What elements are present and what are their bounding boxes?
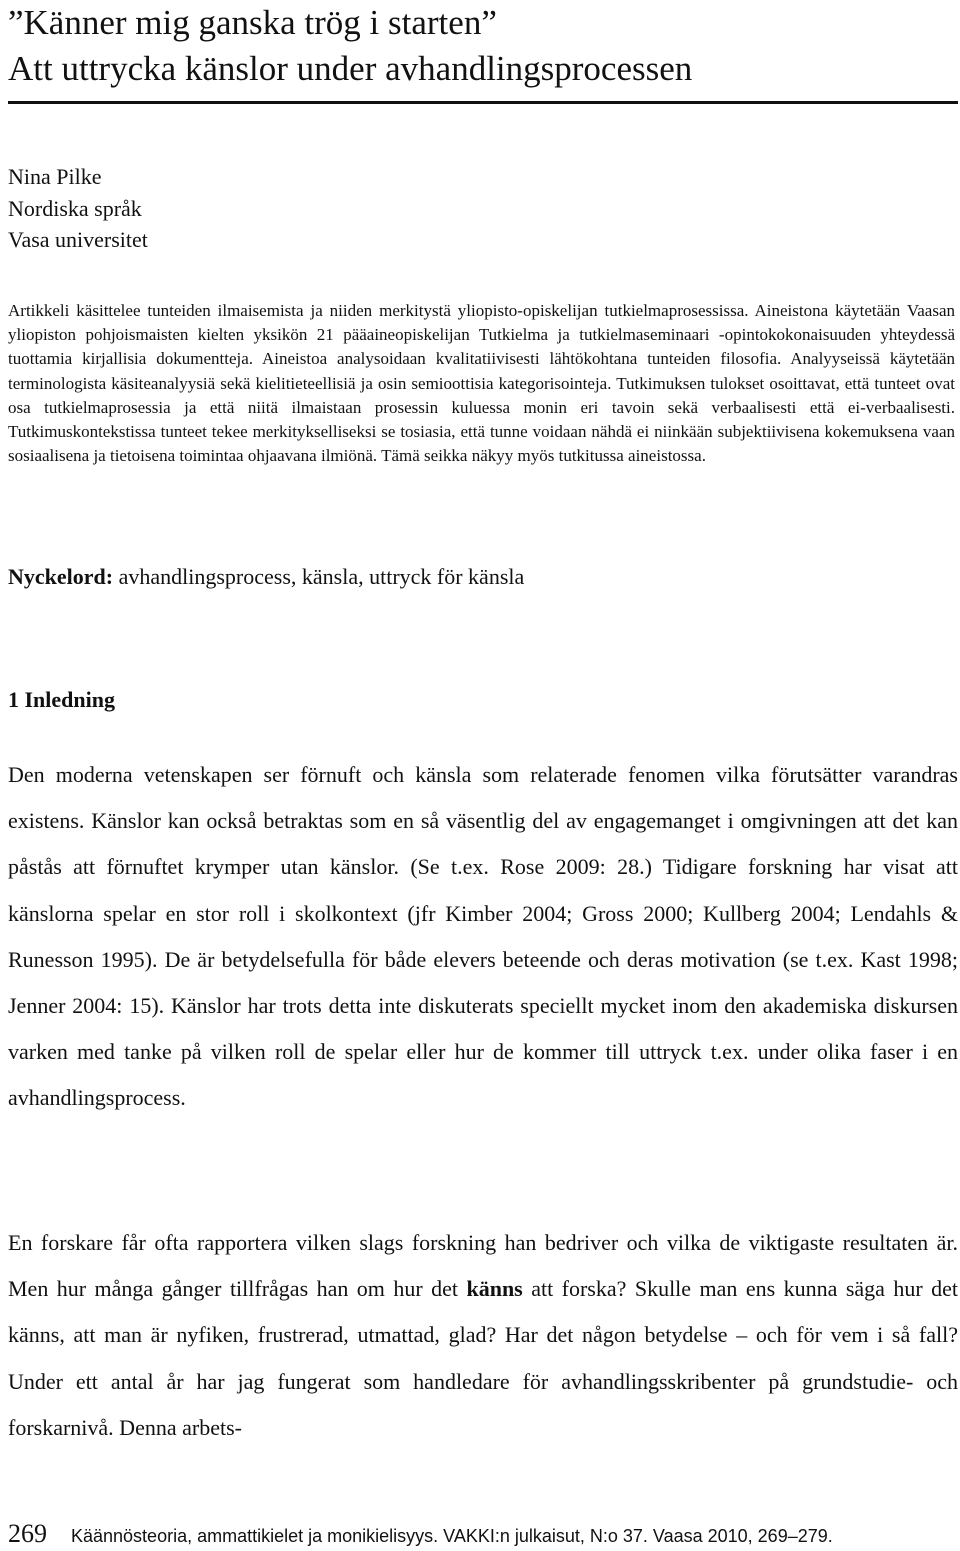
abstract: Artikkeli käsittelee tunteiden ilmaisemista ja niiden merkitystä yliopisto-opiskelijan tutkielmaprosessissa. Aineistona käytetään Vaasan yliopiston pohjoismaisten kielten yksikön 21 pääaineopiskelijan Tutkielma ja tutkielmaseminaari -opintokokonaisuuden yhteydessä tuottamia kirjallisia dokumentteja. Aineistoa analysoidaan kvalitatiivisesti lähtökohtana tunteiden filosofia. Analyyseissä käytetään terminologista käsiteanalyysiä sekä kielitieteellisiä ja osin semioottisia kategorisointeja. Tutkimuksen tulokset osoittavat, että tunteet ovat osa tutkielmaprosessia ja että niitä ilmaistaan prosessin kuluessa monin eri tavoin sekä verbaalisesti että ei-verbaalisesti. Tutkimuskontekstissa tunteet tekee merkitykselliseksi se tosiasia, että tunne voidaan nähdä ei niinkään subjektiivisena kokemuksena vaan sosiaalisena ja tietoisena toimintaa ohjaavana ilmiönä. Tämä seikka näkyy myös tutkitussa aineistossa. (8, 301, 955, 466)
paragraph-2-emphasis: känns (466, 1276, 523, 1302)
keywords-text: avhandlingsprocess, känsla, uttryck för känsla (113, 564, 525, 589)
keywords-label: Nyckelord: (8, 564, 114, 589)
title-divider (8, 101, 958, 104)
author-university: Vasa universitet (8, 227, 148, 252)
body-paragraph-2 (8, 1220, 958, 1451)
body-paragraph-1: Den moderna vetenskapen ser förnuft och känsla som relaterade fenomen vilka förutsätter varandras existens. Känslor kan också betraktas som en så väsentlig del av engagemanget i omgivningen att det kan påstås att förnuftet krymper utan känslor. (Se t.ex. Rose 2009: 28.) Tidigare forskning har visat att känslorna spelar en stor roll i skolkontext (jfr Kimber 2004; Gross 2000; Kullberg 2004; Lendahls & Runesson 1995). De är betydelsefulla för både elevers beteende och deras motivation (se t.ex. Kast 1998; Jenner 2004: 15). Känslor har trots detta inte diskuterats speciellt mycket inom den akademiska diskursen varken med tanke på vilken roll de spelar eller hur de kommer till uttryck t.ex. under olika faser i en avhandlingsprocess. (8, 762, 958, 1111)
author-department: Nordiska språk (8, 195, 142, 221)
author-block (8, 161, 148, 256)
section-heading: 1 Inledning (8, 687, 115, 712)
paragraph-2-text-end: att forska? Skulle man ens kunna säga hur det känns, att man är nyfiken, frustrerad, utmattad, glad? Har det någon betydelse – och för vem i så fall? Under ett antal år har jag fungerat som handledare för avhandlingsskribenter på grundstudie- och forskarnivå. Denna arbets- (8, 1276, 959, 1440)
page-number: 269 (8, 1519, 47, 1548)
page-footer (8, 1519, 833, 1551)
article-title (8, 0, 953, 92)
paragraph-2-text-start: En forskare får ofta rapportera vilken slags forskning han bedriver och vilka de viktigaste resultaten är. Men hur många gånger tillfrågas han om hur det (8, 1230, 958, 1302)
title-line-main: Att uttrycka känslor under avhandlingsprocessen (8, 49, 693, 88)
title-line-quote: ”Känner mig ganska trög i starten” (8, 3, 497, 42)
footer-citation: Käännösteoria, ammattikielet ja monikielisyys. VAKKI:n julkaisut, N:o 37. Vaasa 2010, 269–279. (71, 1526, 833, 1546)
keywords (8, 561, 524, 593)
author-name: Nina Pilke (8, 164, 102, 189)
